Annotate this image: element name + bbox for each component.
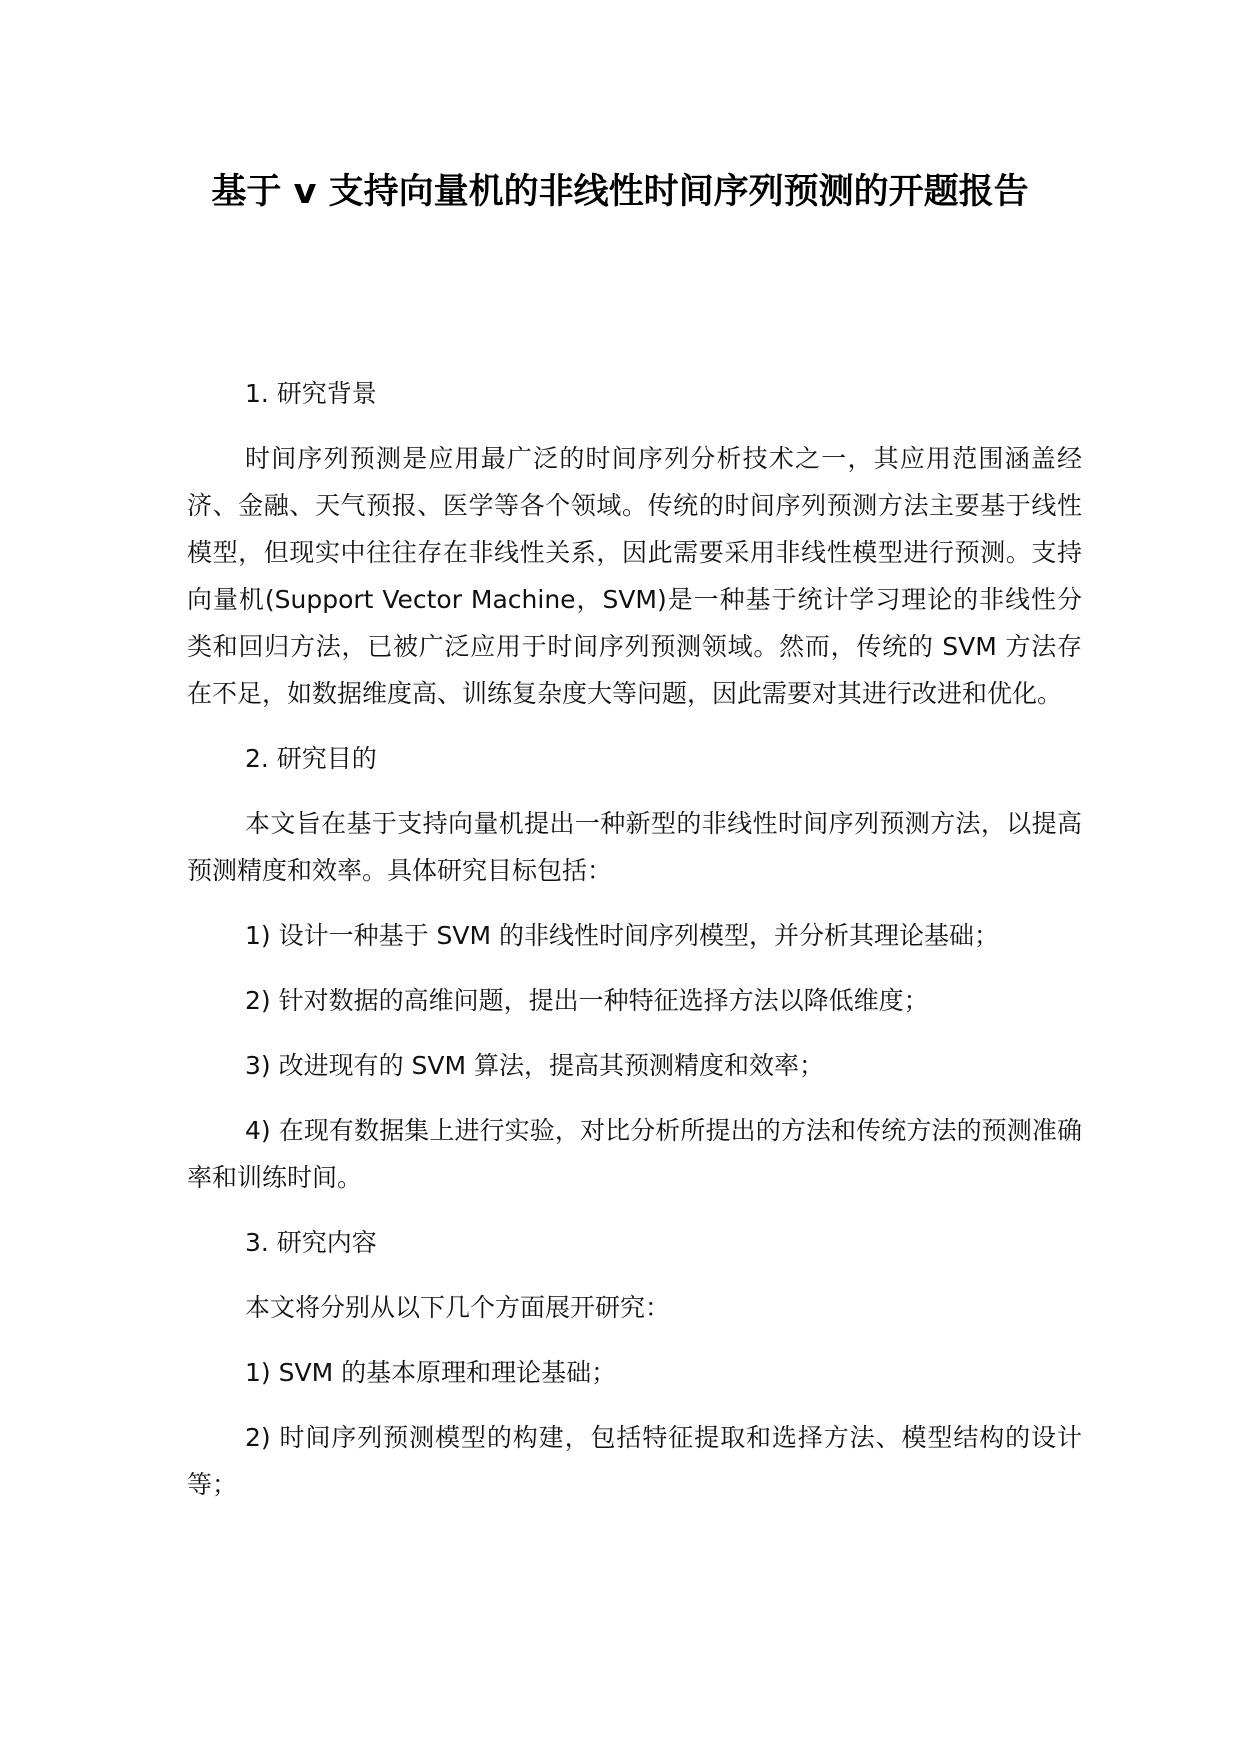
section-heading-purpose: 2. 研究目的 xyxy=(245,744,377,773)
list-item-purpose-2: 2) 针对数据的高维问题，提出一种特征选择方法以降低维度； xyxy=(245,986,929,1015)
paragraph-purpose-intro: 本文旨在基于支持向量机提出一种新型的非线性时间序列预测方法，以提高预测精度和效率。具体研究目标包括： xyxy=(187,809,1082,885)
document-title: 基于 v 支持向量机的非线性时间序列预测的开题报告 xyxy=(211,172,1029,212)
list-item-purpose-1: 1) 设计一种基于 SVM 的非线性时间序列模型，并分析其理论基础； xyxy=(245,921,1000,950)
paragraph-background: 时间序列预测是应用最广泛的时间序列分析技术之一，其应用范围涵盖经济、金融、天气预报、医学等各个领域。传统的时间序列预测方法主要基于线性模型，但现实中往往存在非线性关系，因此需要采用非线性模型进行预测。支持向量机(Support Vector Machine，SVM)是一种基于统计学习理论的非线性分类和回归方法，已被广泛应用于时间序列预测领域。然而，传统的 SVM 方法存在不足，如数据维度高、训练复杂度大等问题，因此需要对其进行改进和优化。 xyxy=(187,444,1082,708)
list-item-content-2: 2) 时间序列预测模型的构建，包括特征提取和选择方法、模型结构的设计等； xyxy=(187,1423,1082,1499)
list-item-purpose-3: 3) 改进现有的 SVM 算法，提高其预测精度和效率； xyxy=(245,1051,825,1080)
paragraph-content-intro: 本文将分别从以下几个方面展开研究： xyxy=(245,1293,671,1322)
list-item-content-1: 1) SVM 的基本原理和理论基础； xyxy=(245,1358,617,1387)
section-heading-content: 3. 研究内容 xyxy=(245,1228,377,1257)
section-heading-background: 1. 研究背景 xyxy=(245,379,377,408)
list-item-purpose-4: 4) 在现有数据集上进行实验，对比分析所提出的方法和传统方法的预测准确率和训练时间。 xyxy=(187,1116,1082,1192)
document-body xyxy=(187,370,1082,1526)
